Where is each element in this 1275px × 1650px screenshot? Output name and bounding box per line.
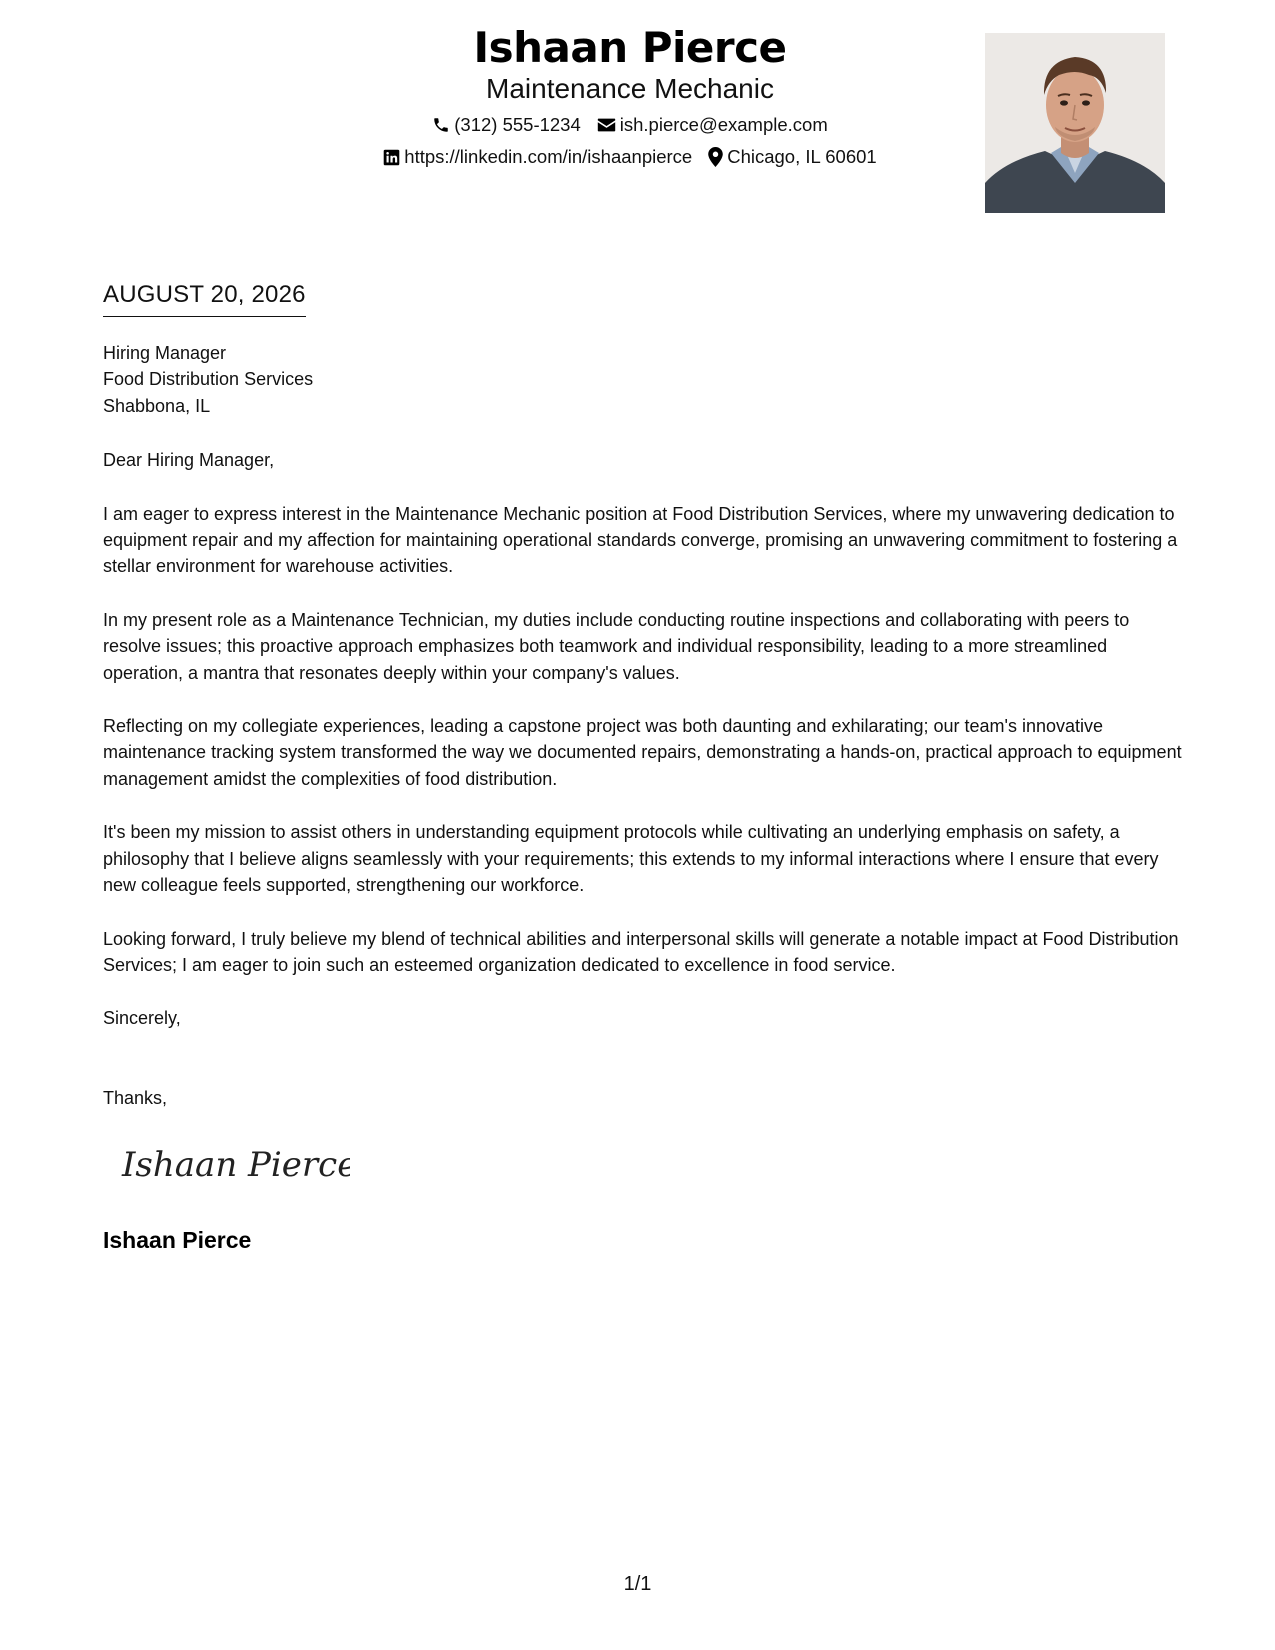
handwritten-signature [120, 1140, 350, 1190]
contact-email[interactable] [597, 114, 828, 136]
letter-body [103, 340, 1183, 1111]
map-pin-icon [708, 147, 723, 167]
envelope-icon [597, 117, 616, 133]
contact-row-secondary [300, 146, 960, 168]
applicant-name: Ishaan Pierce [473, 23, 787, 72]
signature-glyphs: Ishaan Pierce [122, 1145, 350, 1185]
email-text[interactable]: ish.pierce@example.com [619, 114, 828, 135]
letter-header [300, 22, 960, 168]
contact-location [708, 146, 876, 168]
phone-icon [432, 116, 450, 134]
paragraph: Looking forward, I truly believe my blend of technical abilities and interpersonal skills will generate a notable impact at Food Distribution Services; I am eager to join such an esteemed organization dedicated to excellence in food service. [103, 928, 1179, 975]
contact-linkedin[interactable] [383, 146, 692, 168]
closing: Sincerely, [103, 1008, 181, 1029]
linkedin-text[interactable]: https://linkedin.com/in/ishaanpierce [404, 146, 693, 167]
location-text: Chicago, IL 60601 [727, 146, 877, 167]
phone-text: (312) 555-1234 [454, 114, 581, 135]
thanks: Thanks, [103, 1087, 168, 1108]
recipient-location: Shabbona, IL [103, 395, 211, 416]
recipient-company: Food Distribution Services [103, 369, 314, 390]
signed-name: Ishaan Pierce [103, 1227, 252, 1253]
linkedin-icon [383, 149, 400, 166]
greeting: Dear Hiring Manager, [103, 450, 275, 471]
paragraph: It's been my mission to assist others in understanding equipment protocols while cultivating an underlying emphasis on safety, a philosophy that I believe aligns seamlessly with your requirements; this extends to my informal interactions where I ensure that every new colleague feels supported, strengthening our workforce. [103, 822, 1159, 896]
paragraph: Reflecting on my collegiate experiences, leading a capstone project was both daunting and exhilarating; our team's innovative maintenance tracking system transformed the way we documented repairs, demonstrating a hands-on, practical approach to equipment management amidst the complexities of food distribution. [103, 716, 1182, 789]
applicant-job-title: Maintenance Mechanic [486, 73, 774, 104]
applicant-photo [985, 33, 1165, 213]
paragraph: In my present role as a Maintenance Technician, my duties include conducting routine inspections and collaborating with peers to resolve issues; this proactive approach emphasizes both teamwork and individual responsibility, leading to a more streamlined operation, a mantra that resonates deeply within your company's values. [103, 609, 1130, 683]
recipient-title: Hiring Manager [103, 343, 227, 363]
contact-row-primary [300, 114, 960, 136]
paragraph: I am eager to express interest in the Maintenance Mechanic position at Food Distribution Services, where my unwavering dedication to equipment repair and my affection for maintaining operational standards converge, promising an unwavering commitment to fostering a stellar environment for warehouse activities. [103, 503, 1178, 577]
contact-phone [432, 114, 581, 136]
page-number: 1/1 [623, 1573, 652, 1595]
letter-date: AUGUST 20, 2026 [103, 280, 306, 317]
recipient-block [103, 340, 1183, 419]
